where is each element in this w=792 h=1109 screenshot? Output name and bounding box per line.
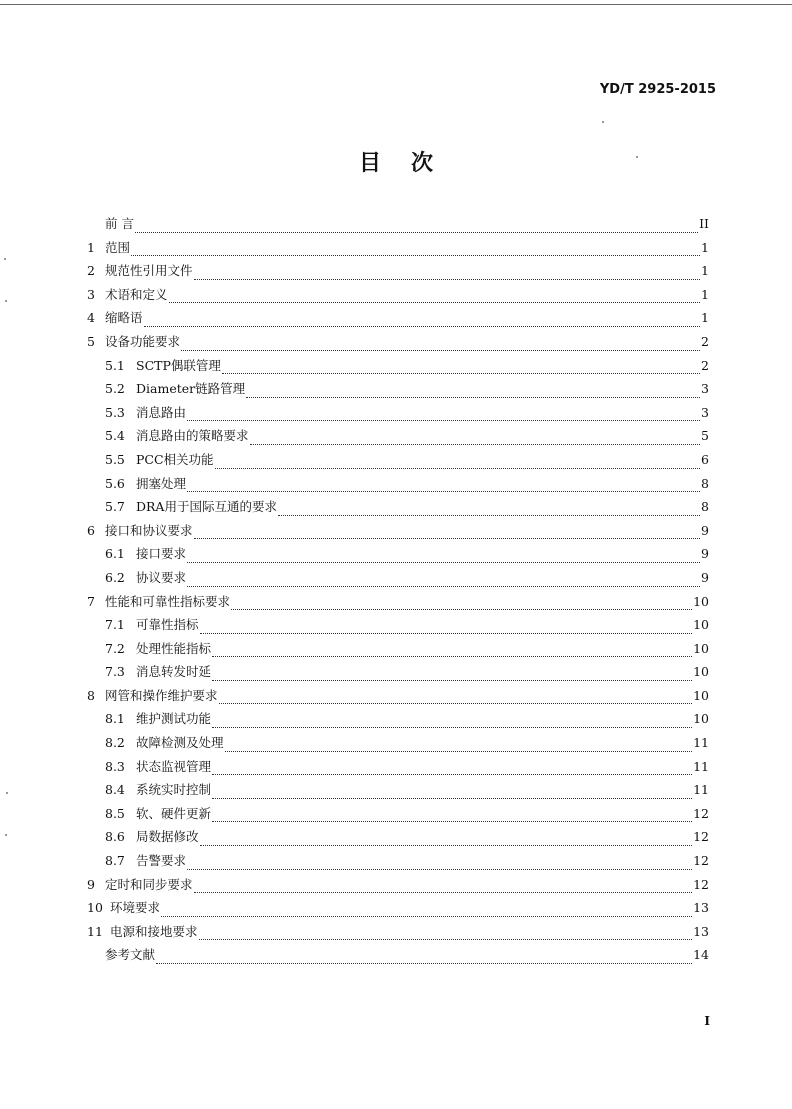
toc-entry-page: 6 [701,451,709,467]
toc-entry-label: 消息路由 [136,404,187,420]
toc-entry-page: 3 [701,404,709,420]
toc-entry[interactable] [87,474,709,498]
toc-entry-number: 3 [87,286,95,302]
toc-entry[interactable] [87,945,709,969]
toc-entry-page: 8 [701,499,709,515]
toc-entry[interactable] [87,521,709,545]
toc-leader-dots [222,359,700,374]
toc-entry[interactable] [87,379,709,403]
toc-entry-page: 8 [701,475,709,491]
scan-speck [602,121,604,123]
toc-entry-page: 2 [701,333,709,349]
toc-entry-page: 5 [701,428,709,444]
toc-entry-label: 消息转发时延 [136,664,212,680]
toc-entry-page: 12 [693,853,709,869]
toc-entry[interactable] [87,733,709,757]
toc-entry-number: 5.6 [105,475,125,491]
toc-entry[interactable] [87,214,709,238]
toc-entry-label: 接口和协议要求 [105,522,193,538]
toc-leader-dots [200,831,693,846]
toc-entry-page: 10 [693,617,709,633]
toc-entry-number: 6.2 [105,569,125,585]
toc-entry-page: 11 [693,735,709,751]
toc-entry[interactable] [87,332,709,356]
toc-entry[interactable] [87,709,709,733]
toc-entry[interactable] [87,757,709,781]
toc-entry-page: 11 [693,782,709,798]
document-code: YD/T 2925-2015 [599,82,716,97]
toc-entry-number: 5.1 [105,357,125,373]
toc-entry-label: 接口要求 [136,546,187,562]
toc-leader-dots [212,784,692,799]
toc-entry-page: 9 [701,569,709,585]
toc-leader-dots [161,902,692,917]
toc-entry-page: 9 [701,546,709,562]
toc-entry[interactable] [87,662,709,686]
scan-speck [636,156,638,158]
toc-entry-label: PCC相关功能 [136,451,214,467]
toc-entry-page: 10 [693,593,709,609]
toc-entry-label: DRA用于国际互通的要求 [136,499,277,515]
page-number: I [704,1014,710,1028]
toc-leader-dots [187,572,700,587]
toc-entry-label: 协议要求 [136,569,187,585]
toc-entry-label: SCTP偶联管理 [136,357,221,373]
toc-entry-label: 电源和接地要求 [110,923,198,939]
toc-entry-number: 8.2 [105,735,125,751]
toc-leader-dots [212,807,692,822]
toc-entry-label: 定时和同步要求 [105,876,193,892]
toc-entry-number: 5.7 [105,499,125,515]
toc-entry-label: 性能和可靠性指标要求 [105,593,231,609]
toc-entry-number: 7.3 [105,664,125,680]
toc-entry-label: 网管和操作维护要求 [105,687,218,703]
toc-leader-dots [194,878,693,893]
scan-speck [5,300,7,302]
toc-entry-number: 7.1 [105,617,125,633]
toc-leader-dots [187,548,700,563]
toc-entry-number: 8.1 [105,711,125,727]
toc-leader-dots [212,642,692,657]
toc-entry-page: 10 [693,711,709,727]
toc-entry-label: 可靠性指标 [136,617,199,633]
toc-entry-number: 8.6 [105,829,125,845]
toc-entry-number: 8.3 [105,758,125,774]
toc-entry-number: 1 [87,239,95,255]
toc-entry[interactable] [87,308,709,332]
toc-entry[interactable] [87,922,709,946]
toc-entry-number: 8 [87,687,95,703]
toc-entry-label: 范围 [105,239,131,255]
toc-entry[interactable] [87,426,709,450]
toc-leader-dots [156,949,692,964]
toc-entry[interactable] [87,827,709,851]
toc-entry-label: 消息路由的策略要求 [136,428,249,444]
toc-entry[interactable] [87,851,709,875]
toc-entry-page: 14 [693,947,709,963]
toc-leader-dots [187,406,700,421]
toc-entry-label: 故障检测及处理 [136,735,224,751]
toc-entry-page: 1 [701,286,709,302]
toc-entry-label: 参考文献 [105,947,156,963]
toc-leader-dots [215,454,701,469]
toc-entry[interactable] [87,261,709,285]
toc-entry-number: 4 [87,310,95,326]
toc-entry-number: 5.5 [105,451,125,467]
scan-speck [5,834,7,836]
toc-entry[interactable] [87,568,709,592]
toc-entry-number: 6 [87,522,95,538]
toc-entry-page: 1 [701,263,709,279]
top-rule [0,4,792,5]
toc-entry[interactable] [87,544,709,568]
toc-leader-dots [199,925,693,940]
toc-leader-dots [212,760,692,775]
toc-entry-page: 2 [701,357,709,373]
toc-entry-number: 2 [87,263,95,279]
toc-entry-number: 5.4 [105,428,125,444]
toc-entry-page: 12 [693,876,709,892]
toc-entry-label: 系统实时控制 [136,782,212,798]
toc-entry-number: 5.3 [105,404,125,420]
toc-entry[interactable] [87,615,709,639]
toc-entry[interactable] [87,403,709,427]
toc-entry-label: Diameter链路管理 [136,381,246,397]
toc-entry[interactable] [87,780,709,804]
toc-entry[interactable] [87,450,709,474]
toc-leader-dots [250,430,701,445]
toc-entry-label: 缩略语 [105,310,143,326]
toc-entry-number: 5.2 [105,381,125,397]
toc-entry[interactable] [87,875,709,899]
toc-entry-label: 告警要求 [136,853,187,869]
toc-entry-number: 8.7 [105,853,125,869]
toc-entry-number: 7 [87,593,95,609]
toc-entry-number: 9 [87,876,95,892]
toc-entry-page: 13 [693,900,709,916]
toc-entry-page: 3 [701,381,709,397]
toc-entry[interactable] [87,898,709,922]
toc-entry-number: 8.4 [105,782,125,798]
toc-entry-label: 设备功能要求 [105,333,181,349]
toc-entry-page: 10 [693,687,709,703]
toc-leader-dots [169,288,701,303]
toc-entry-label: 状态监视管理 [136,758,212,774]
toc-entry-label: 局数据修改 [136,829,199,845]
toc-entry-page: 11 [693,758,709,774]
toc-leader-dots [194,265,701,280]
toc-leader-dots [200,619,693,634]
toc-entry[interactable] [87,686,709,710]
toc-entry[interactable] [87,639,709,663]
toc-entry-page: 10 [693,664,709,680]
toc-entry-number: 8.5 [105,805,125,821]
toc-entry-number: 6.1 [105,546,125,562]
toc-entry[interactable] [87,238,709,262]
toc-entry-label: 术语和定义 [105,286,168,302]
toc-leader-dots [278,501,700,516]
toc-entry-label: 拥塞处理 [136,475,187,491]
toc-leader-dots [231,595,692,610]
toc-entry[interactable] [87,497,709,521]
toc-entry-label: 前 言 [105,216,134,231]
toc-entry-page: 10 [693,640,709,656]
toc-leader-dots [135,218,698,233]
toc-entry-page: 1 [701,239,709,255]
toc-leader-dots [212,713,692,728]
toc-leader-dots [225,737,693,752]
toc-entry[interactable] [87,804,709,828]
toc-entry-label: 处理性能指标 [136,640,212,656]
toc-entry-page: 12 [693,805,709,821]
toc-leader-dots [187,477,700,492]
scan-speck [4,258,6,260]
table-of-contents [87,214,709,969]
toc-entry[interactable] [87,356,709,380]
toc-leader-dots [212,666,692,681]
toc-entry-label: 环境要求 [110,900,161,916]
toc-entry-page: 9 [701,522,709,538]
toc-entry[interactable] [87,592,709,616]
toc-entry-page: 12 [693,829,709,845]
scan-speck [6,792,8,794]
toc-entry-number: 7.2 [105,640,125,656]
toc-leader-dots [219,689,693,704]
toc-entry-number: 5 [87,333,95,349]
toc-leader-dots [187,855,692,870]
toc-entry-page: 1 [701,310,709,326]
toc-leader-dots [181,336,700,351]
toc-leader-dots [246,383,700,398]
toc-entry-label: 软、硬件更新 [136,805,212,821]
toc-leader-dots [144,312,701,327]
toc-entry-page: II [699,216,709,231]
toc-entry-number: 10 [87,900,103,916]
toc-entry-label: 维护测试功能 [136,711,212,727]
toc-entry-page: 13 [693,923,709,939]
toc-leader-dots [131,241,700,256]
page-title: 目次 [358,151,463,176]
toc-entry-number: 11 [87,923,103,939]
toc-entry-label: 规范性引用文件 [105,263,193,279]
toc-leader-dots [194,524,701,539]
toc-entry[interactable] [87,285,709,309]
